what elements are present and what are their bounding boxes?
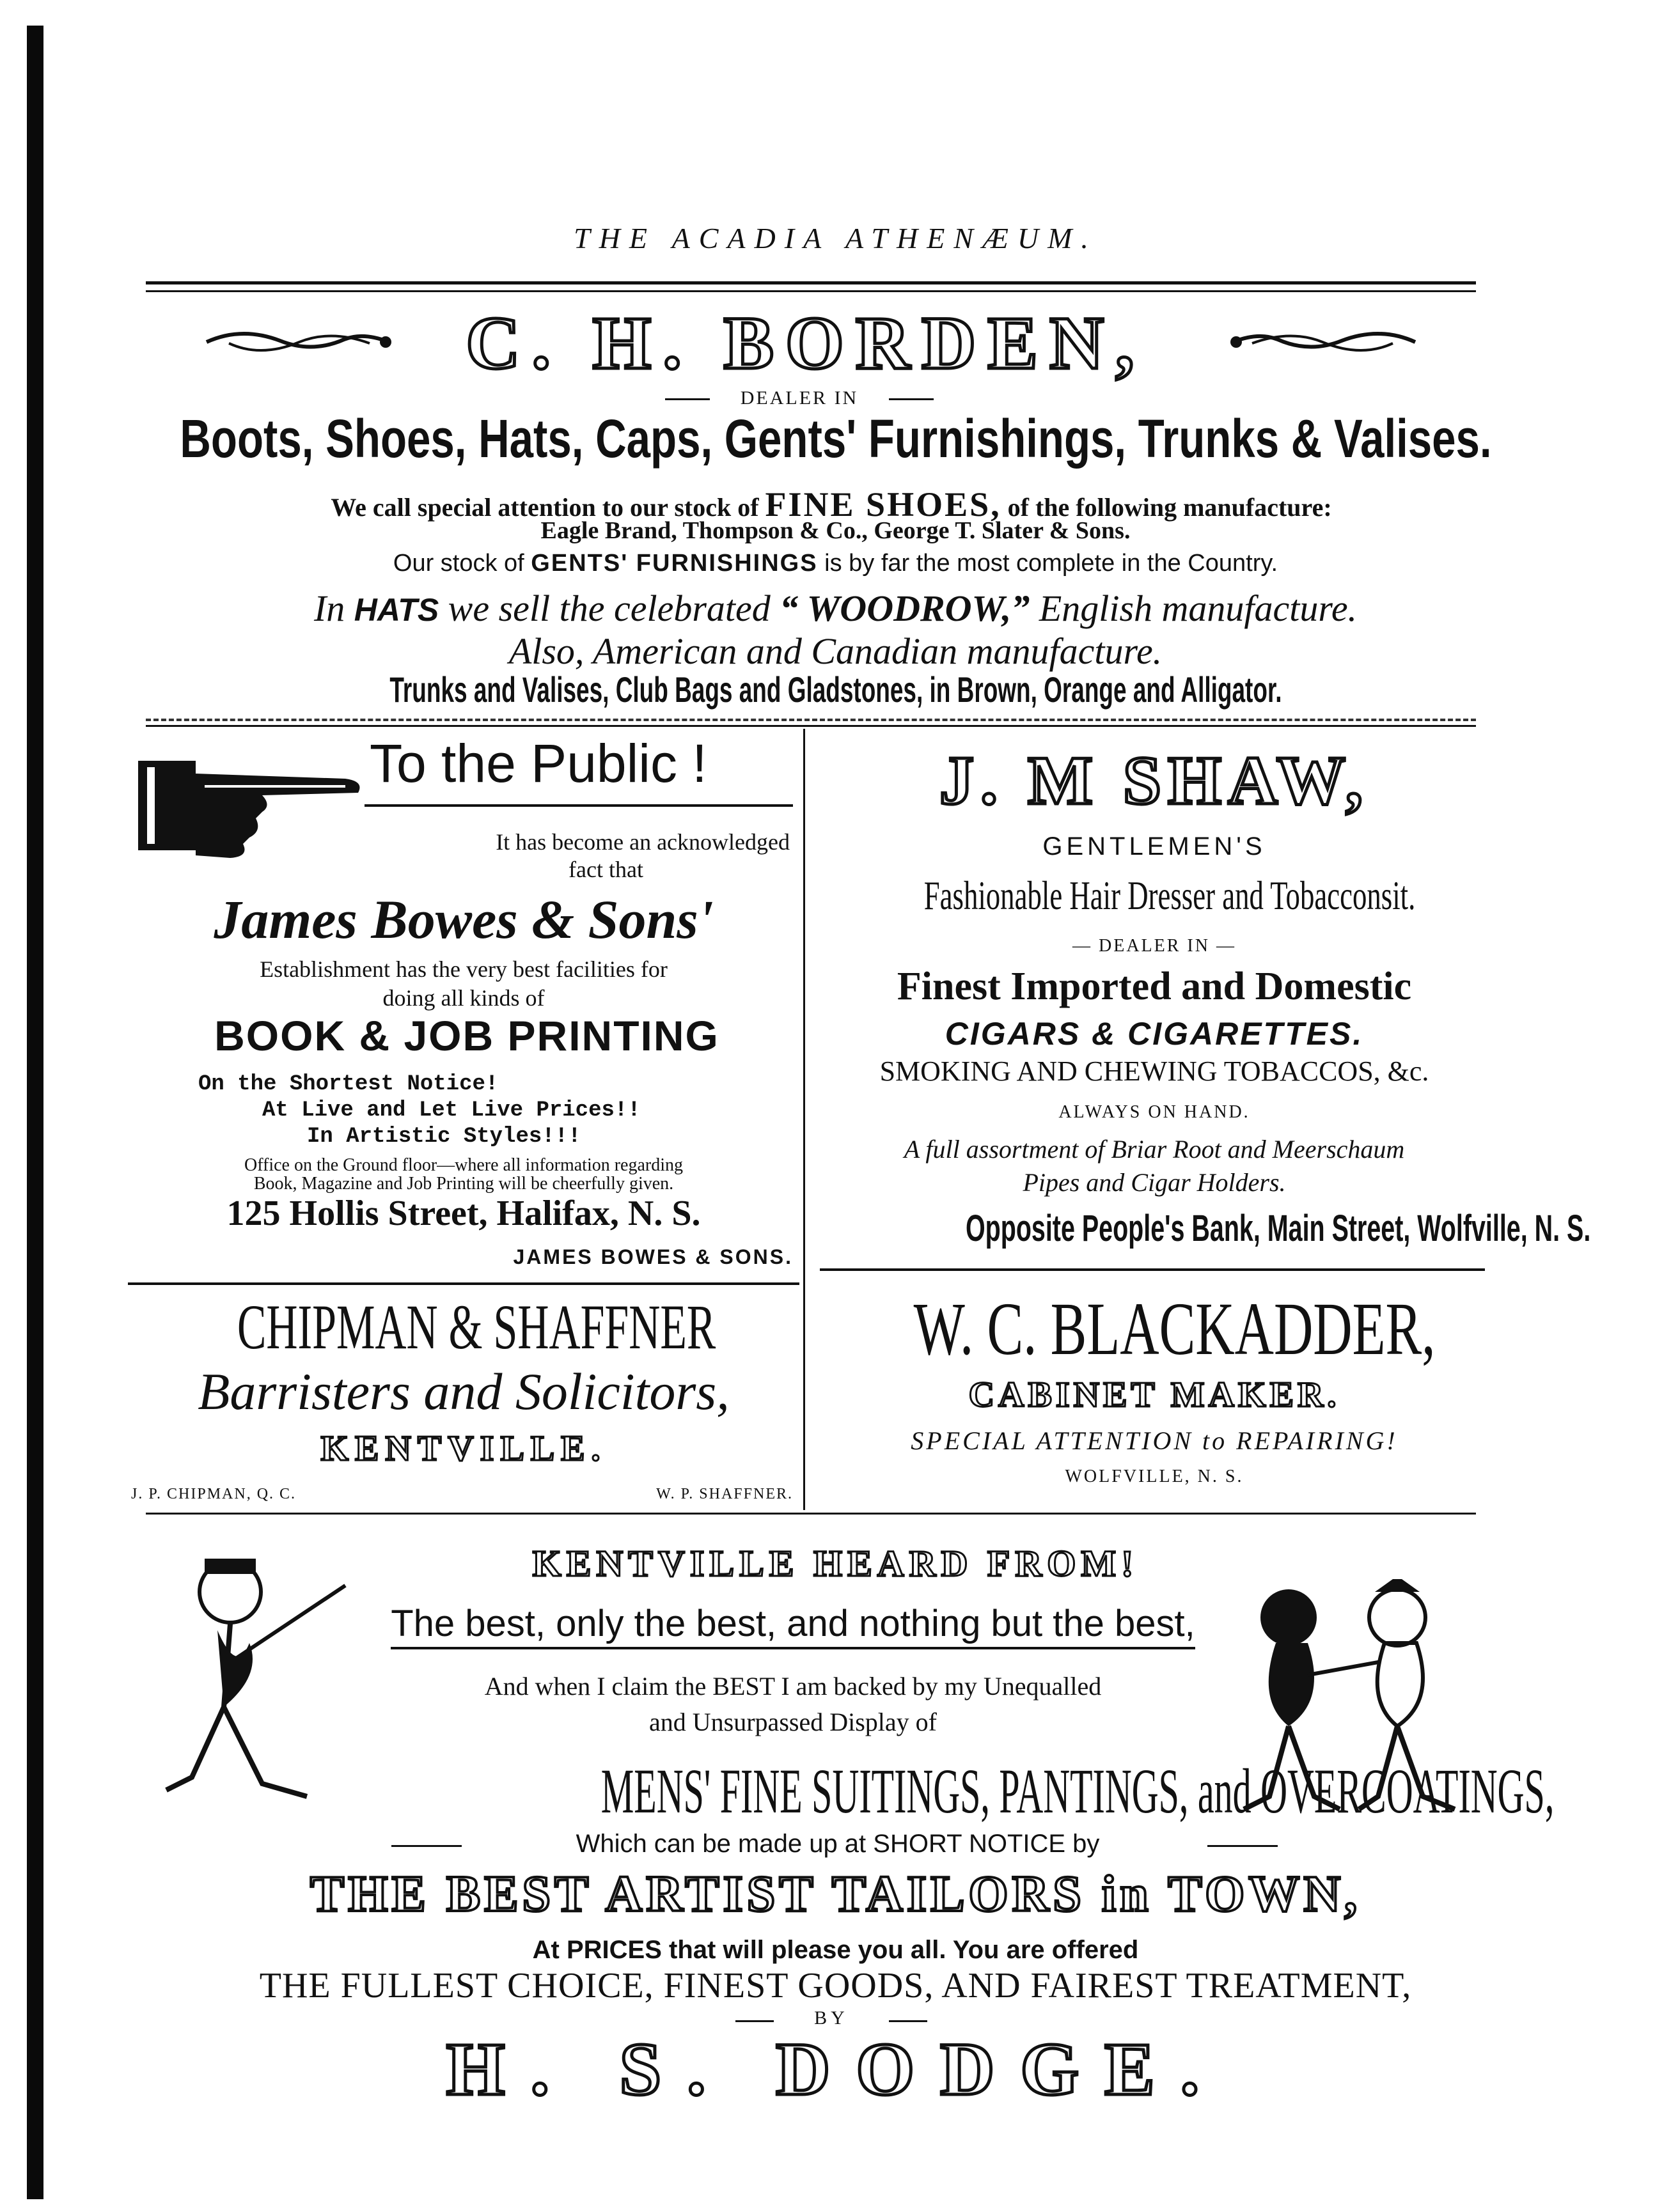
dealer-rule-left (665, 398, 710, 400)
dodge-fullest: THE FULLEST CHOICE, FINEST GOODS, AND FAIREST TREATMENT, (259, 1966, 1412, 2006)
blackadder-town: WOLFVILLE, N. S. (1065, 1467, 1244, 1486)
chipman-partner-left: J. P. CHIPMAN, Q. C. (131, 1486, 297, 1502)
hats-text-in: In (313, 588, 345, 629)
borden-brands: Eagle Brand, Thompson & Co., George T. Slater & Sons. (540, 517, 1131, 544)
hats-text-mid: we sell the celebrated (448, 588, 771, 629)
shaw-gentlemens: GENTLEMEN'S (1042, 832, 1266, 861)
bowes-printing: BOOK & JOB PRINTING (214, 1012, 719, 1059)
shaw-assortment-1: A full assortment of Briar Root and Meerschaum (904, 1135, 1405, 1164)
made-up-rule-right (1207, 1845, 1278, 1847)
shaw-cigars: CIGARS & CIGARETTES. (945, 1016, 1364, 1052)
furnishings-text-pre: Our stock of (393, 550, 524, 577)
borden-hats-line (0, 587, 1671, 630)
dodge-made-up: Which can be made up at SHORT NOTICE by (576, 1830, 1100, 1858)
hats-text-post: English manufacture. (1039, 588, 1358, 629)
bowes-establishment-1: Establishment has the very best facilities for (260, 956, 668, 982)
dodge-heading: KENTVILLE HEARD FROM! (532, 1543, 1139, 1584)
borden-also: Also, American and Canadian manufacture. (508, 630, 1163, 672)
blackadder-trade: CABINET MAKER. (968, 1375, 1340, 1415)
chipman-profession: Barristers and Solicitors, (198, 1362, 730, 1421)
borden-goods: Boots, Shoes, Hats, Caps, Gents' Furnishings, Trunks & Valises. (179, 409, 1492, 469)
by-rule-left (735, 2020, 774, 2022)
blackadder-name: W. C. BLACKADDER, (913, 1287, 1436, 1371)
borden-trunks: Trunks and Valises, Club Bags and Gladstones, in Brown, Orange and Alligator. (389, 669, 1282, 710)
gents-furnishings-label: GENTS' FURNISHINGS (531, 550, 818, 577)
dodge-claim-1: And when I claim the BEST I am backed by my Unequalled (484, 1672, 1102, 1701)
bowes-notice-2: At Live and Let Live Prices!! (262, 1098, 641, 1123)
bowes-intro-1: It has become an acknowledged (496, 829, 790, 855)
shaw-finest: Finest Imported and Domestic (897, 965, 1412, 1008)
shaw-name: J. M SHAW, (939, 743, 1370, 819)
borden-name: C. H. BORDEN, (466, 301, 1146, 385)
blackadder-special: SPECIAL ATTENTION to REPAIRING! (911, 1426, 1398, 1455)
bowes-establishment-2: doing all kinds of (382, 985, 545, 1011)
dodge-claim-2: and Unsurpassed Display of (649, 1708, 937, 1736)
borden-furnishings-line (0, 550, 1671, 577)
dodge-name: H. S. DODGE. (446, 2027, 1225, 2111)
bowes-office-2: Book, Magazine and Job Printing will be cheerfully given. (253, 1174, 674, 1194)
section-divider-2 (146, 1513, 1476, 1515)
bowes-intro-2: fact that (569, 857, 643, 883)
shaw-always: ALWAYS ON HAND. (1058, 1102, 1250, 1122)
section-divider-1 (146, 719, 1476, 721)
by-rule-right (889, 2020, 927, 2022)
bowes-office-1: Office on the Ground floor—where all information regarding (244, 1155, 684, 1175)
woodrow-label: “ WOODROW,” (780, 588, 1030, 629)
fine-shoes-label: FINE SHOES, (765, 485, 1001, 524)
section-divider-1b (146, 725, 1476, 727)
dodge-best: The best, only the best, and nothing but the best, (391, 1603, 1195, 1649)
header-rule-top (146, 281, 1476, 284)
bowes-signature: JAMES BOWES & SONS. (513, 1245, 793, 1268)
left-column-divider (128, 1282, 799, 1285)
dodge-prices: At PRICES that will please you all. You are offered (532, 1936, 1139, 1964)
furnishings-text-post: is by far the most complete in the Country. (824, 550, 1278, 577)
bowes-title-rule (365, 804, 793, 807)
shaw-dealer-in: — DEALER IN — (1072, 936, 1236, 956)
chipman-name: CHIPMAN & SHAFFNER (237, 1291, 716, 1362)
bowes-notice-3: In Artistic Styles!!! (307, 1124, 581, 1149)
borden-dealer-in: DEALER IN (740, 387, 859, 409)
bowes-title: To the Public ! (370, 733, 707, 793)
chipman-town: KENTVILLE. (320, 1429, 607, 1468)
running-title: THE ACADIA ATHENÆUM. (574, 222, 1097, 254)
shaw-address: Opposite People's Bank, Main Street, Wolfville, N. S. (965, 1208, 1591, 1249)
dodge-suitings: MENS' FINE SUITINGS, PANTINGS, and OVERCOATINGS, (600, 1756, 1555, 1826)
right-flourish-ornament (1227, 323, 1418, 361)
dodge-tailors: THE BEST ARTIST TAILORS in TOWN, (310, 1866, 1361, 1922)
chipman-partner-right: W. P. SHAFFNER. (656, 1486, 793, 1502)
shaw-trade: Fashionable Hair Dresser and Tobacconsit. (923, 873, 1416, 918)
attention-text-pre: We call special attention to our stock of (331, 493, 759, 522)
dealer-rule-right (889, 398, 934, 400)
shaw-tobaccos: SMOKING AND CHEWING TOBACCOS, &c. (879, 1055, 1429, 1087)
shaw-assortment-2: Pipes and Cigar Holders. (1023, 1168, 1286, 1197)
column-divider (803, 729, 805, 1510)
bowes-address: 125 Hollis Street, Halifax, N. S. (226, 1194, 701, 1233)
bowes-firm: James Bowes & Sons' (214, 889, 714, 950)
left-flourish-ornament (203, 323, 395, 361)
attention-text-post: of the following manufacture: (1007, 493, 1332, 522)
hats-label: HATS (354, 592, 439, 628)
bowes-notice-1: On the Shortest Notice! (198, 1072, 499, 1096)
dodge-by: BY (814, 2007, 849, 2029)
header-rule-bottom (146, 290, 1476, 292)
right-column-divider (820, 1268, 1485, 1271)
made-up-rule-left (391, 1845, 462, 1847)
